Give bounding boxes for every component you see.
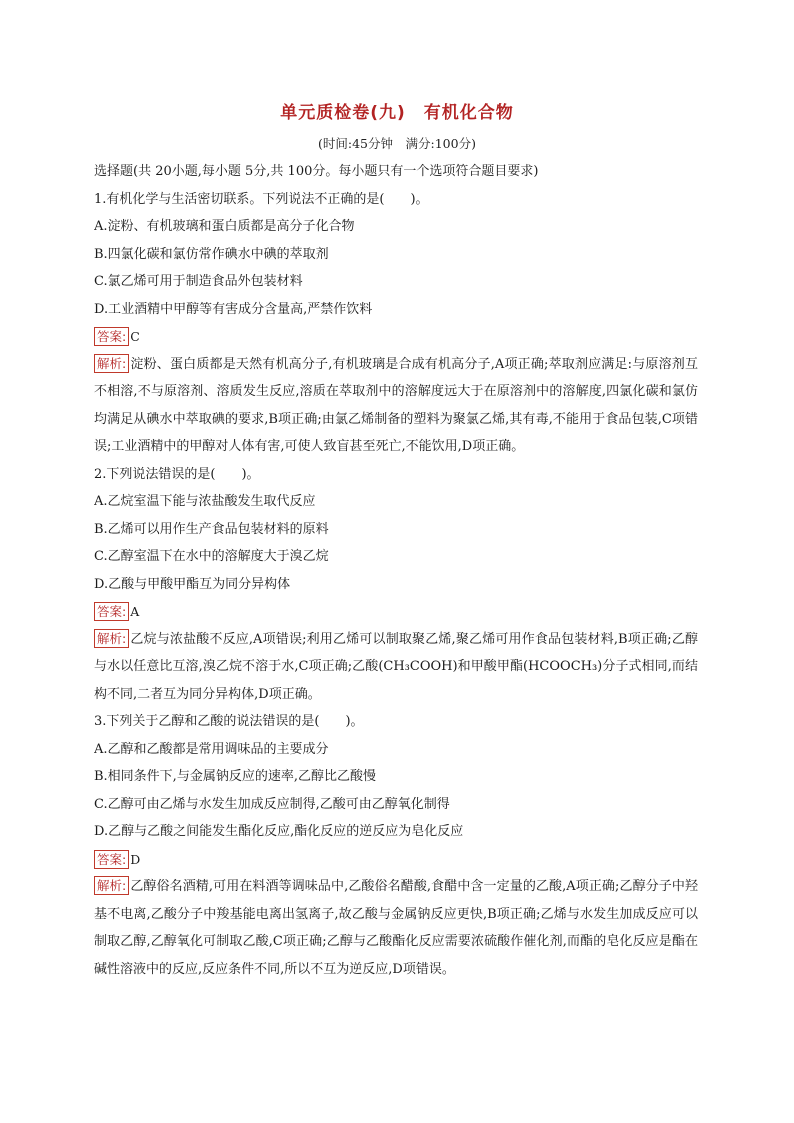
option: D.乙醇与乙酸之间能发生酯化反应,酯化反应的逆反应为皂化反应 bbox=[94, 824, 464, 839]
option: B.四氯化碳和氯仿常作碘水中碘的萃取剂 bbox=[94, 246, 329, 262]
option: D.工业酒精中甲醇等有害成分含量高,严禁作饮料 bbox=[94, 301, 373, 317]
answer-value: A bbox=[130, 604, 140, 619]
answer-row bbox=[94, 598, 698, 626]
analysis-text: 乙醇俗名酒精,可用在料酒等调味品中,乙酸俗名醋酸,食醋中含一定量的乙酸,A项正确;乙醇分子中羟基不电离,乙酸分子中羧基能电离出氢离子,故乙酸与金属钠反应更快,B项正确;乙烯与水发生加成反应可以制取乙醇,乙醇氧化可制取乙酸,C项正确;乙醇与乙酸酯化反应需要浓硫酸作催化剂,而酯的皂化反应是酯在碱性溶液中的反应,反应条件不同,所以不互为逆反应,D项错误。 bbox=[94, 879, 698, 977]
answer-label: 答案: bbox=[94, 602, 129, 621]
analysis-text: 淀粉、蛋白质都是天然有机高分子,有机玻璃是合成有机高分子,A项正确;萃取剂应满足:与原溶剂互不相溶,不与原溶剂、溶质发生反应,溶质在萃取剂中的溶解度远大于在原溶剂中的溶解度,四氯化碳和氯仿均满足从碘水中萃取碘的要求,B项正确;由氯乙烯制备的塑料为聚氯乙烯,其有毒,不能用于食品包装,C项错误;工业酒精中的甲醇对人体有害,可使人致盲甚至死亡,不能饮用,D项正确。 bbox=[94, 356, 698, 454]
analysis-paragraph bbox=[94, 351, 698, 461]
analysis-label: 解析: bbox=[94, 876, 129, 895]
analysis-text: 乙烷与浓盐酸不反应,A项错误;利用乙烯可以制取聚乙烯,聚乙烯可用作食品包装材料,B项正确;乙醇与水以任意比互溶,溴乙烷不溶于水,C项正确;乙酸(CH₃COOH)和甲酸甲酯(HCOOCH₃)分子式相同,而结构不同,二者互为同分异构体,D项正确。 bbox=[94, 631, 698, 702]
option: D.乙酸与甲酸甲酯互为同分异构体 bbox=[94, 576, 291, 592]
exam-time-score: (时间:45分钟 满分:100分) bbox=[318, 136, 476, 151]
analysis-paragraph bbox=[94, 626, 698, 709]
answer-row bbox=[94, 846, 698, 874]
analysis-label: 解析: bbox=[94, 629, 129, 648]
answer-value: D bbox=[130, 851, 141, 867]
analysis-label: 解析: bbox=[94, 354, 129, 373]
option: A.乙烷室温下能与浓盐酸发生取代反应 bbox=[94, 494, 316, 509]
instructions: 选择题(共 20小题,每小题 5分,共 100分。每小题只有一个选项符合题目要求) bbox=[94, 164, 539, 179]
content-body bbox=[94, 158, 698, 983]
page-title: 单元质检卷(九) 有机化合物 bbox=[280, 103, 514, 123]
question-stem: 3.下列关于乙醇和乙酸的说法错误的是( )。 bbox=[94, 714, 364, 729]
option: B.乙烯可以用作生产食品包装材料的原料 bbox=[94, 521, 329, 537]
answer-label: 答案: bbox=[94, 850, 129, 869]
option: C.氯乙烯可用于制造食品外包装材料 bbox=[94, 274, 303, 289]
option: C.乙醇可由乙烯与水发生加成反应制得,乙酸可由乙醇氧化制得 bbox=[94, 796, 450, 812]
option: B.相同条件下,与金属钠反应的速率,乙醇比乙酸慢 bbox=[94, 769, 376, 784]
question-stem: 2.下列说法错误的是( )。 bbox=[94, 466, 260, 482]
option: A.乙醇和乙酸都是常用调味品的主要成分 bbox=[94, 741, 329, 757]
analysis-paragraph bbox=[94, 873, 698, 983]
answer-value: C bbox=[130, 329, 140, 344]
option: C.乙醇室温下在水中的溶解度大于溴乙烷 bbox=[94, 549, 329, 564]
option: A.淀粉、有机玻璃和蛋白质都是高分子化合物 bbox=[94, 219, 355, 234]
answer-row bbox=[94, 323, 698, 351]
question-stem: 1.有机化学与生活密切联系。下列说法不正确的是( )。 bbox=[94, 191, 429, 207]
answer-label: 答案: bbox=[94, 327, 129, 346]
